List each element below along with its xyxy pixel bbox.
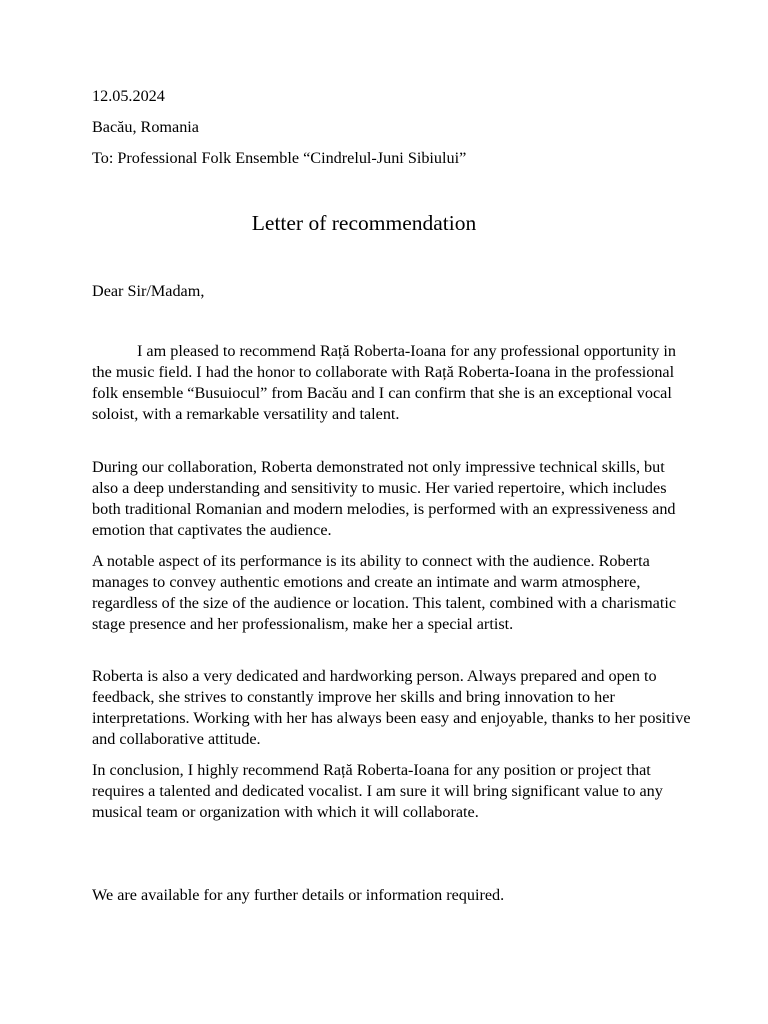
body-paragraph-2: During our collaboration, Roberta demonstrated not only impressive technical skills, but also a deep understanding and sensitivity to music. Her varied repertoire, which includes both traditional Romanian and modern melodies, is performed with an expressiveness and emotion that captivates the audience. [92, 458, 676, 539]
body-paragraph-3: A notable aspect of its performance is its ability to connect with the audience. Roberta manages to convey authentic emotions and create an intimate and warm atmosphere, regardless of the size of the audience or location. This talent, combined with a charismatic stage presence and her professionalism, make her a special artist. [92, 552, 677, 633]
letter-salutation: Dear Sir/Madam, [92, 282, 205, 300]
letter-title: Letter of recommendation [251, 211, 477, 235]
letter-date: 12.05.2024 [92, 87, 165, 105]
letter-closing: We are available for any further details or information required. [92, 886, 505, 904]
body-paragraph-4: Roberta is also a very dedicated and hardworking person. Always prepared and open to feedback, she strives to constantly improve her skills and bring innovation to her interpretations. Working with her has always been easy and enjoyable, thanks to her positive and collaborative attitude. [92, 667, 691, 748]
letter-place: Bacău, Romania [92, 118, 199, 136]
body-paragraph-5: In conclusion, I highly recommend Rață Roberta-Ioana for any position or project that requires a talented and dedicated vocalist. I am sure it will bring significant value to any musical team or organization with which it will collaborate. [92, 761, 663, 821]
letter-recipient: To: Professional Folk Ensemble “Cindrelul-Juni Sibiului” [92, 149, 467, 167]
body-paragraph-1: I am pleased to recommend Rață Roberta-Ioana for any professional opportunity in the music field. I had the honor to collaborate with Rață Roberta-Ioana in the professional folk ensemble “Busuiocul” from Bacău and I can confirm that she is an exceptional vocal soloist, with a remarkable versatility and talent. [92, 342, 676, 423]
